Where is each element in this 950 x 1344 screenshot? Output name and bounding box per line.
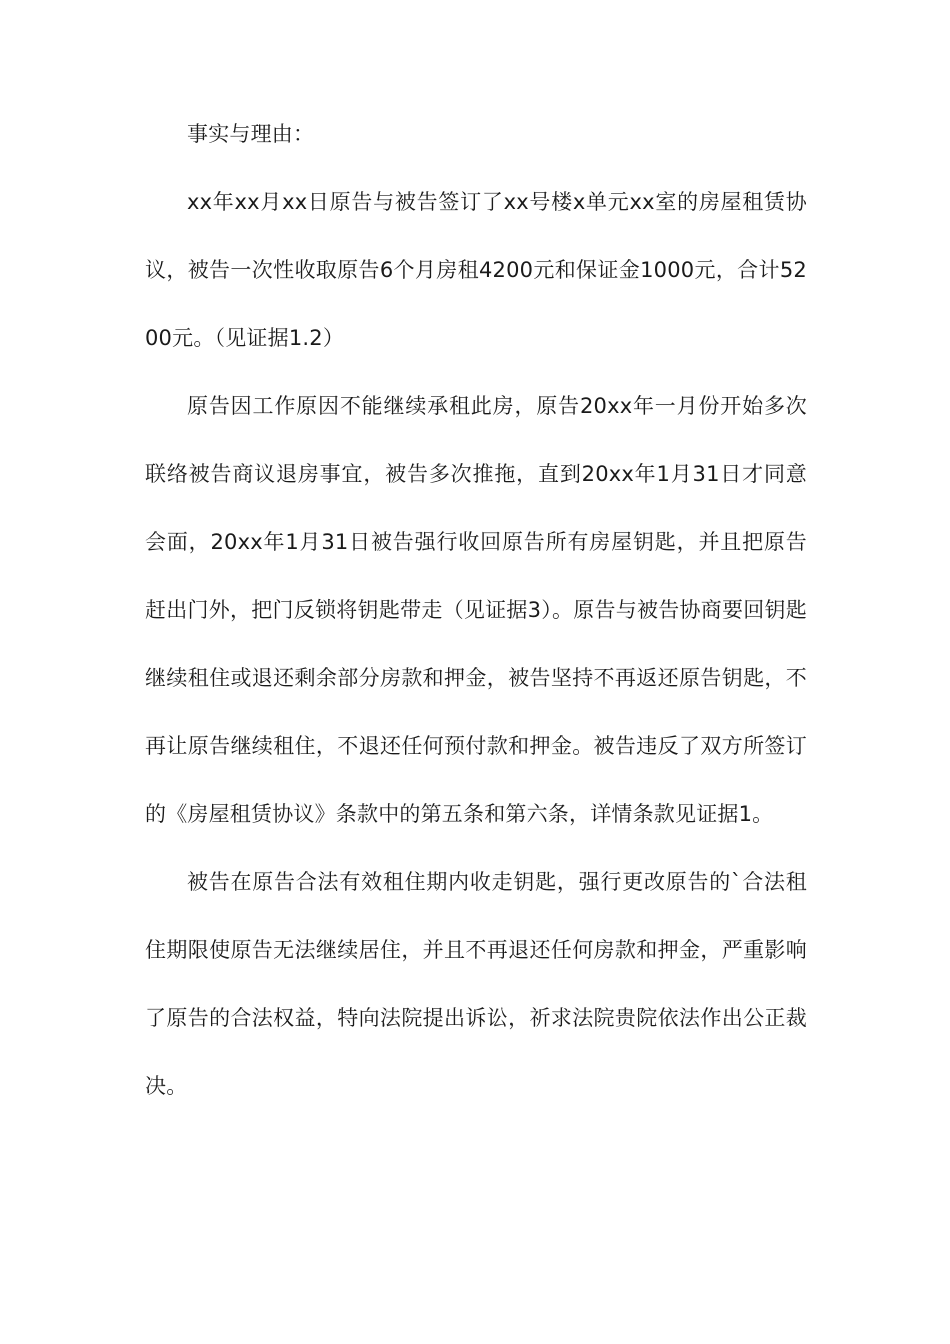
paragraph-dispute: 原告因工作原因不能继续承租此房，原告20xx年一月份开始多次联络被告商议退房事宜，被告多次推拖，直到20xx年1月31日才同意会面，20xx年1月31日被告强行收回原告所有房屋钥匙，并且把原告赶出门外，把门反锁将钥匙带走（见证据3）。原告与被告协商要回钥匙继续租住或退还剩余部分房款和押金，被告坚持不再返还原告钥匙，不再让原告继续租住，不退还任何预付款和押金。被告违反了双方所签订的《房屋租赁协议》条款中的第五条和第六条，详情条款见证据1。 bbox=[145, 394, 807, 826]
section-heading: 事实与理由： bbox=[187, 122, 315, 146]
paragraph-facts: xx年xx月xx日原告与被告签订了xx号楼x单元xx室的房屋租赁协议，被告一次性收取原告6个月房租4200元和保证金1000元，合计5200元。（见证据1.2） bbox=[145, 190, 807, 350]
document-body bbox=[145, 100, 807, 1120]
paragraph-claim: 被告在原告合法有效租住期内收走钥匙，强行更改原告的`合法租住期限使原告无法继续居住，并且不再退还任何房款和押金，严重影响了原告的合法权益，特向法院提出诉讼，祈求法院贵院依法作出公正裁决。 bbox=[145, 870, 807, 1098]
